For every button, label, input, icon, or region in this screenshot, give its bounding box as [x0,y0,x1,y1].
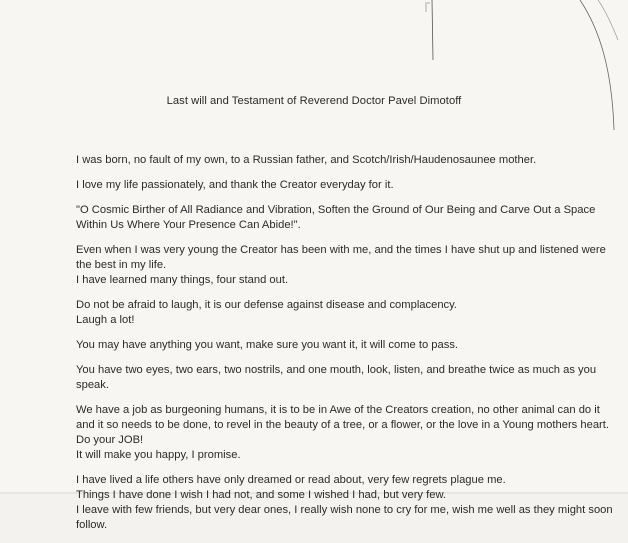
text-line: I leave with few friends, but very dear ones, I really wish none to cry for me, wish me well as they might soon [76,504,613,516]
paragraph [76,403,609,463]
text-line: You may have anything you want, make sure you want it, it will come to pass. [76,339,459,351]
text-line: Even when I was very young the Creator has been with me, and the times I have shut up and listened were [76,244,606,256]
paragraph [76,243,606,288]
document-body [76,153,613,543]
paragraph [76,338,566,353]
document-title: Last will and Testament of Reverend Doctor Pavel Dimotoff [166,95,462,107]
text-line: I have lived a life others have only dreamed or read about, very few regrets plague me. [76,474,506,486]
text-line: We have a job as burgeoning humans, it is to be in Awe of the Creators creation, no other animal can do it [76,404,600,416]
text-line: I have learned many things, four stand out. [76,274,289,286]
text-line: Do your JOB! [76,434,144,446]
paragraph [76,473,613,533]
text-line: "O Cosmic Birther of All Radiance and Vibration, Soften the Ground of Our Being and Carve Out a Space [76,204,596,216]
paragraph [76,153,566,168]
text-line: It will make you happy, I promise. [76,449,241,461]
text-line: You have two eyes, two ears, two nostrils, and one mouth, look, listen, and breathe twice as much as you [76,364,597,376]
text-line: speak. [76,379,109,391]
text-line: Do not be afraid to laugh, it is our defense against disease and complacency. [76,299,458,311]
text-line: the best in my life. [76,259,167,271]
text-line: Things I have done I wish I had not, and some I wished I had, but very few. [76,489,447,501]
text-line: Laugh a lot! [76,314,135,326]
text-line: follow. [76,519,108,531]
text-line: Within Us Where Your Presence Can Abide!". [76,219,301,231]
text-line: and it so needs to be done, to revel in the beauty of a tree, or a flower, or the love in a Young mothers heart. [76,419,609,431]
text-line: I was born, no fault of my own, to a Russian father, and Scotch/Irish/Haudenosaunee mother. [76,154,537,166]
paragraph [76,178,566,193]
text-line: I love my life passionately, and thank the Creator everyday for it. [76,179,394,191]
paragraph [76,203,596,233]
paragraph [76,298,566,328]
paragraph [76,363,597,393]
